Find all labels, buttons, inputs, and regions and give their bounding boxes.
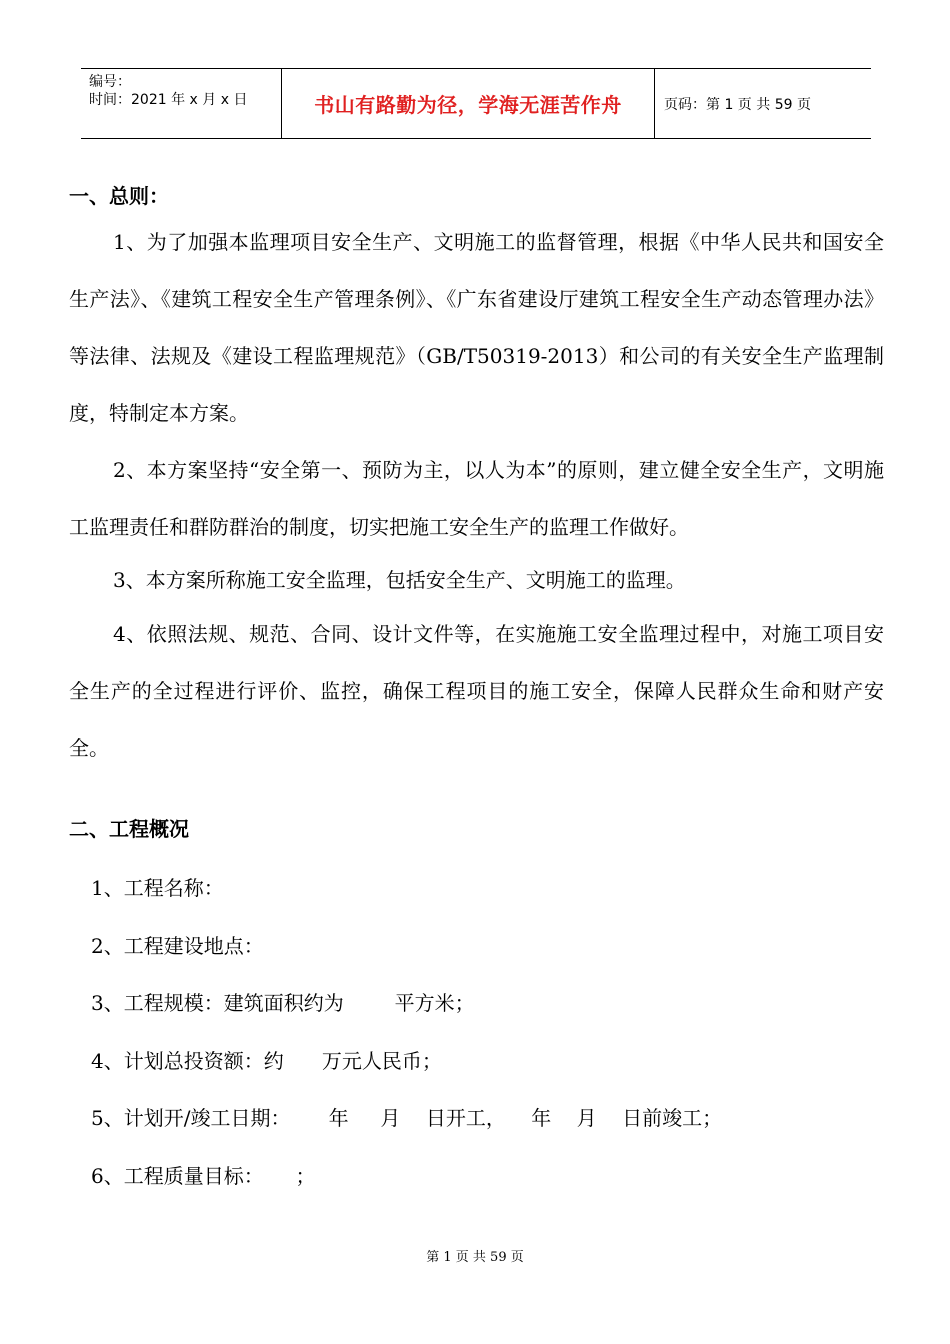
- overview-item: 5、计划开/竣工日期： 年 月 日开工， 年 月 日前竣工；: [91, 1106, 723, 1130]
- section-title-general: 一、总则：: [69, 184, 169, 208]
- overview-item: 6、工程质量目标： ；: [91, 1164, 316, 1188]
- overview-item: 2、工程建设地点：: [91, 934, 264, 958]
- header-motto: 书山有路勤为径，学海无涯苦作舟: [314, 93, 622, 117]
- overview-item: 4、计划总投资额：约 万元人民币；: [91, 1049, 442, 1073]
- header-page-info: 页码：第 1 页 共 59 页: [664, 96, 811, 113]
- header-left-cell: [81, 69, 281, 138]
- header-table: [81, 68, 871, 139]
- page-footer: 第 1 页 共 59 页: [426, 1250, 524, 1265]
- paragraph-1: 1、为了加强本监理项目安全生产、文明施工的监督管理，根据《中华人民共和国安全生产法》、《建筑工程安全生产管理条例》、《广东省建设厅建筑工程安全生产动态管理办法》等法律、法规及《建设工程监理规范》（GB/T50319-2013）和公司的有关安全生产监理制度，特制定本方案。: [69, 230, 884, 425]
- time-label: 时间：2021 年 x 月 x 日: [89, 92, 248, 108]
- number-label: 编号：: [89, 74, 131, 90]
- paragraph-2: 2、本方案坚持“安全第一、预防为主，以人为本”的原则，建立健全安全生产，文明施工监理责任和群防群治的制度，切实把施工安全生产的监理工作做好。: [69, 458, 884, 539]
- overview-item: 1、工程名称：: [91, 876, 224, 900]
- overview-item: 3、工程规模：建筑面积约为 平方米；: [91, 991, 475, 1015]
- section-title-overview: 二、工程概况: [69, 817, 189, 841]
- header-divider: [654, 69, 655, 138]
- paragraph-3: 3、本方案所称施工安全监理，包括安全生产、文明施工的监理。: [113, 568, 686, 592]
- paragraph-4: 4、依照法规、规范、合同、设计文件等，在实施施工安全监理过程中，对施工项目安全生产的全过程进行评价、监控，确保工程项目的施工安全，保障人民群众生命和财产安全。: [69, 622, 884, 760]
